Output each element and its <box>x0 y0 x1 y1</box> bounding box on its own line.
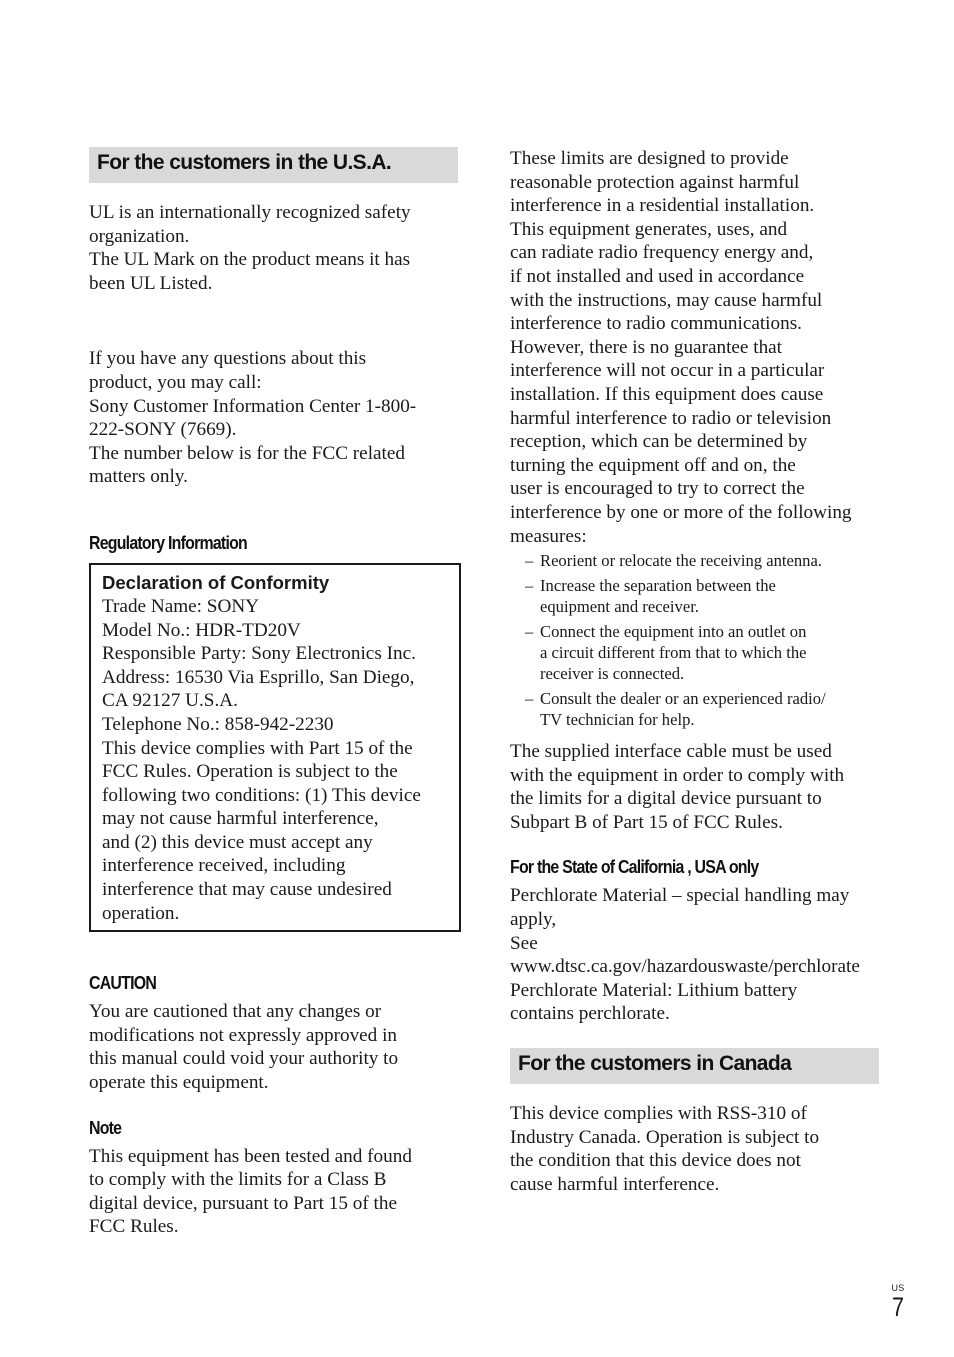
canada-paragraph <box>510 1102 882 1196</box>
list-item <box>510 621 882 684</box>
text-line: the limits for a digital device pursuant to <box>510 788 822 810</box>
text-line: Connect the equipment into an outlet on <box>540 622 807 642</box>
text-line: Industry Canada. Operation is subject to <box>510 1126 820 1148</box>
california-paragraph <box>510 884 882 1026</box>
text-line: FCC Rules. Operation is subject to the <box>102 761 398 783</box>
text-line: and (2) this device must accept any <box>102 831 373 853</box>
text-line: digital device, pursuant to Part 15 of the <box>89 1192 397 1214</box>
text-line: organization. <box>89 225 190 247</box>
text-line: following two conditions: (1) This device <box>102 784 421 806</box>
text-line: If you have any questions about this <box>89 348 367 370</box>
text-line: matters only. <box>89 466 188 488</box>
text-line: Perchlorate Material – special handling may <box>510 885 850 907</box>
declaration-of-conformity-box <box>89 563 461 932</box>
page-number <box>888 1283 908 1321</box>
text-line: equipment and receiver. <box>540 597 699 617</box>
canada-section-heading: For the customers in Canada <box>510 1048 879 1084</box>
text-line: Reorient or relocate the receiving antenna. <box>540 551 822 571</box>
ul-paragraph <box>89 201 461 295</box>
measures-list <box>510 550 882 730</box>
left-column <box>89 147 461 1239</box>
text-line: interference received, including <box>102 855 346 877</box>
text-line: TV technician for help. <box>540 710 695 730</box>
text-line: interference that may cause undesired <box>102 879 392 901</box>
page-region-label: US <box>891 1283 905 1293</box>
text-line: a circuit different from that to which the <box>540 643 807 663</box>
text-line: www.dtsc.ca.gov/hazardouswaste/perchlorate <box>510 956 860 978</box>
text-line: Model No.: HDR-TD20V <box>102 619 301 641</box>
limits-paragraph <box>510 147 882 548</box>
text-line: FCC Rules. <box>89 1216 179 1238</box>
text-line: interference in a residential installation. <box>510 195 815 217</box>
text-line: with the instructions, may cause harmful <box>510 289 823 311</box>
text-line: to comply with the limits for a Class B <box>89 1169 387 1191</box>
right-column <box>510 147 882 1196</box>
text-line: with the equipment in order to comply with <box>510 764 845 786</box>
conformity-title: Declaration of Conformity <box>102 571 330 593</box>
caution-paragraph <box>89 1000 461 1094</box>
text-line: This equipment has been tested and found <box>89 1145 412 1167</box>
text-line: modifications not expressly approved in <box>89 1024 398 1046</box>
text-line: can radiate radio frequency energy and, <box>510 242 814 264</box>
page-number-value: 7 <box>891 1292 905 1322</box>
text-line: product, you may call: <box>89 371 262 393</box>
dash-bullet: – <box>525 551 534 571</box>
text-line: this manual could void your authority to <box>89 1048 399 1070</box>
text-line: UL is an internationally recognized safety <box>89 202 411 223</box>
text-line: if not installed and used in accordance <box>510 265 805 287</box>
text-line: interference will not occur in a particular <box>510 360 825 382</box>
text-line: turning the equipment off and on, the <box>510 454 796 476</box>
dash-bullet: – <box>525 622 534 642</box>
text-line: Trade Name: SONY <box>102 595 260 617</box>
text-line: reception, which can be determined by <box>510 431 808 453</box>
dash-bullet: – <box>525 689 534 709</box>
text-line: CA 92127 U.S.A. <box>102 690 238 712</box>
text-line: Telephone No.: 858-942-2230 <box>102 713 334 735</box>
text-line: contains perchlorate. <box>510 1003 670 1025</box>
text-line: This device complies with Part 15 of the <box>102 737 413 759</box>
text-line: installation. If this equipment does cause <box>510 383 824 405</box>
text-line: the condition that this device does not <box>510 1150 801 1172</box>
text-line: Address: 16530 Via Esprillo, San Diego, <box>102 666 415 688</box>
caution-heading: CAUTION <box>89 972 157 994</box>
text-line: been UL Listed. <box>89 272 213 294</box>
text-line: This equipment generates, uses, and <box>510 218 788 240</box>
text-line: apply, <box>510 909 557 931</box>
text-line: You are cautioned that any changes or <box>89 1001 382 1023</box>
text-line: Subpart B of Part 15 of FCC Rules. <box>510 811 783 833</box>
list-item <box>510 550 882 571</box>
text-line: This device complies with RSS-310 of <box>510 1103 807 1125</box>
text-line: operation. <box>102 902 180 924</box>
text-line: See <box>510 932 538 954</box>
text-line: 222-SONY (7669). <box>89 419 237 441</box>
text-line: harmful interference to radio or television <box>510 407 832 429</box>
text-line: These limits are designed to provide <box>510 148 789 169</box>
text-line: Sony Customer Information Center 1-800- <box>89 395 417 417</box>
text-line: cause harmful interference. <box>510 1173 720 1195</box>
text-line: measures: <box>510 525 587 547</box>
text-line: Consult the dealer or an experienced radio/ <box>540 689 826 709</box>
dash-bullet: – <box>525 576 534 596</box>
conformity-text <box>102 595 449 925</box>
text-line: interference to radio communications. <box>510 313 802 335</box>
text-line: Perchlorate Material: Lithium battery <box>510 979 798 1001</box>
text-line: The number below is for the FCC related <box>89 442 405 464</box>
text-line: operate this equipment. <box>89 1072 269 1094</box>
text-line: However, there is no guarantee that <box>510 336 783 358</box>
text-line: The UL Mark on the product means it has <box>89 249 411 271</box>
questions-paragraph <box>89 347 461 489</box>
usa-section-heading: For the customers in the U.S.A. <box>89 147 458 183</box>
text-line: may not cause harmful interference, <box>102 808 379 830</box>
cable-paragraph <box>510 740 882 834</box>
text-line: user is encouraged to try to correct the <box>510 478 805 500</box>
california-heading: For the State of California , USA only <box>510 856 759 878</box>
note-paragraph <box>89 1145 461 1239</box>
text-line: Increase the separation between the <box>540 576 776 596</box>
list-item <box>510 575 882 617</box>
text-line: Responsible Party: Sony Electronics Inc. <box>102 643 416 665</box>
text-line: receiver is connected. <box>540 664 685 684</box>
list-item <box>510 688 882 730</box>
text-line: interference by one or more of the following <box>510 501 852 523</box>
text-line: reasonable protection against harmful <box>510 171 800 193</box>
regulatory-heading: Regulatory Information <box>89 531 247 553</box>
text-line: The supplied interface cable must be used <box>510 741 832 763</box>
note-heading: Note <box>89 1116 122 1138</box>
